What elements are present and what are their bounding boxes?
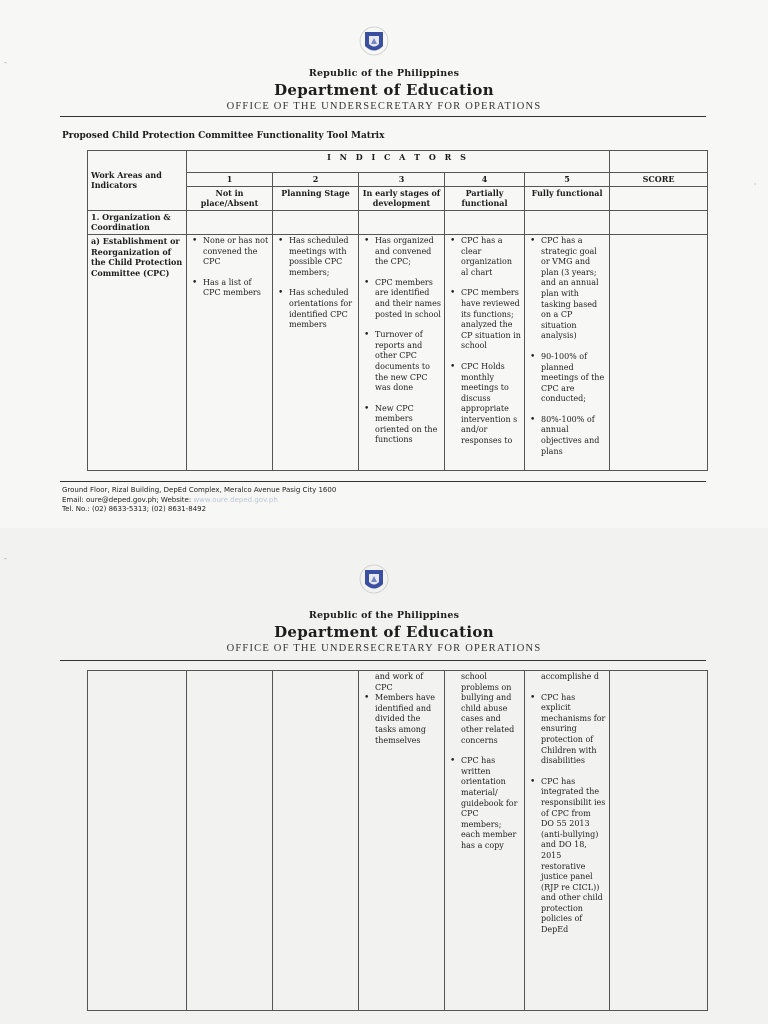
level-3-num: 3 [359, 173, 445, 187]
footer-tel: Tel. No.: (02) 8633-5313; (02) 8631-8492 [62, 505, 207, 513]
list-item: • CPC members are identified and their names posted in school [375, 278, 441, 320]
level-3-criteria-continued [359, 671, 445, 1011]
empty-cell [88, 671, 187, 1011]
footer-website-link[interactable]: www.oure.deped.gov.ph [193, 495, 278, 504]
deped-seal-icon [359, 560, 389, 598]
level-1-criteria [187, 234, 273, 470]
level-2-criteria [273, 234, 359, 470]
list-item: • Has scheduled orientations for identified CPC members [289, 288, 355, 330]
empty-cell [610, 210, 708, 234]
score-cell [610, 671, 708, 1011]
list-item: • CPC members have reviewed its functions; analyzed the CP situation in school [461, 288, 521, 352]
continued-text: and work of CPC [375, 672, 424, 692]
letterhead [0, 610, 768, 654]
level-1-label: Not in place/Absent [187, 186, 273, 210]
deped-seal-icon [359, 22, 389, 60]
list-item: • CPC has explicit mechanisms for ensuring protection of Children with disabilities [541, 693, 606, 767]
letterhead-rule [60, 660, 706, 661]
list-item: • Has organized and convened the CPC; [375, 236, 441, 268]
list-item: • 90-100% of planned meetings of the CPC are conducted; [541, 352, 606, 405]
office-heading: OFFICE OF THE UNDERSECRETARY FOR OPERATIONS [226, 101, 542, 112]
edge-mark: · [754, 180, 757, 189]
level-5-label: Fully functional [525, 186, 610, 210]
level-2-label: Planning Stage [273, 186, 359, 210]
department-heading: Department of Education [274, 623, 494, 641]
list-item: • CPC has a clear organization al chart [461, 236, 521, 278]
level-5-num: 5 [525, 173, 610, 187]
list-item: • CPC has a strategic goal or VMG and plan (3 years; and an annual plan with tasking based on a CP situation analysis) [541, 236, 606, 342]
empty-cell [187, 671, 273, 1011]
list-item: • Members have identified and divided the tasks among themselves [375, 693, 441, 746]
empty-cell [273, 210, 359, 234]
work-areas-header: Work Areas and Indicators [88, 151, 187, 211]
list-item: • CPC has integrated the responsibilit ies of CPC from DO 55 2013 (anti-bullying) and DO 18, 2015 restorative justice panel (RJP re CICL)) and other child protection policies of DepEd [541, 777, 606, 936]
edge-mark: - [4, 554, 7, 563]
level-3-criteria [359, 234, 445, 470]
department-heading: Department of Education [274, 81, 494, 99]
functionality-matrix-table [87, 150, 708, 471]
office-heading: OFFICE OF THE UNDERSECRETARY FOR OPERATIONS [226, 643, 542, 654]
footer-email: Email: oure@deped.gov.ph; Website: [62, 495, 192, 504]
level-2-num: 2 [273, 173, 359, 187]
footer-address: Ground Floor, Rizal Building, DepEd Complex, Meralco Avenue Pasig City 1600 [62, 486, 337, 494]
level-5-criteria [525, 234, 610, 470]
continued-text: accomplishe d [541, 672, 600, 681]
republic-heading: Republic of the Philippines [308, 68, 460, 79]
list-item: • 80%-100% of annual objectives and plans [541, 415, 606, 457]
list-item: • None or has not convened the CPC [203, 236, 269, 268]
level-5-criteria-continued [525, 671, 610, 1011]
letterhead [0, 68, 768, 112]
level-4-num: 4 [445, 173, 525, 187]
level-4-label: Partially functional [445, 186, 525, 210]
list-item: • Has scheduled meetings with possible CPC members; [289, 236, 355, 278]
indicators-header: I N D I C A T O R S [187, 151, 610, 173]
list-item: • Turnover of reports and other CPC documents to the new CPC was done [375, 330, 441, 394]
level-1-num: 1 [187, 173, 273, 187]
score-empty-cell [610, 151, 708, 173]
letterhead-rule [60, 116, 706, 117]
footer-contact [62, 496, 336, 506]
page-2 [0, 528, 768, 1024]
score-header: SCORE [610, 173, 708, 187]
edge-mark: - [4, 58, 7, 67]
document-title: Proposed Child Protection Committee Functionality Tool Matrix [62, 131, 385, 141]
empty-cell [525, 210, 610, 234]
score-empty-cell-2 [610, 186, 708, 210]
list-item: • CPC has written orientation material/ guidebook for CPC members; each member has a copy [461, 756, 521, 851]
section-heading: 1. Organization & Coordination [88, 210, 187, 234]
continued-text: school problems on bullying and child abuse cases and other related concerns [461, 672, 515, 745]
footer-rule [60, 481, 706, 482]
indicator-label: a) Establishment or Reorganization of the Child Protection Committee (CPC) [88, 234, 187, 470]
empty-cell [273, 671, 359, 1011]
footer [62, 486, 336, 515]
empty-cell [445, 210, 525, 234]
list-item: • New CPC members oriented on the functions [375, 404, 441, 446]
republic-heading: Republic of the Philippines [308, 610, 460, 621]
functionality-matrix-table-continued [87, 670, 708, 1011]
empty-cell [359, 210, 445, 234]
score-cell [610, 234, 708, 470]
level-4-criteria [445, 234, 525, 470]
level-4-criteria-continued [445, 671, 525, 1011]
empty-cell [187, 210, 273, 234]
list-item: • CPC Holds monthly meetings to discuss appropriate intervention s and/or responses to [461, 362, 521, 447]
list-item: • Has a list of CPC members [203, 278, 269, 299]
level-3-label: In early stages of development [359, 186, 445, 210]
